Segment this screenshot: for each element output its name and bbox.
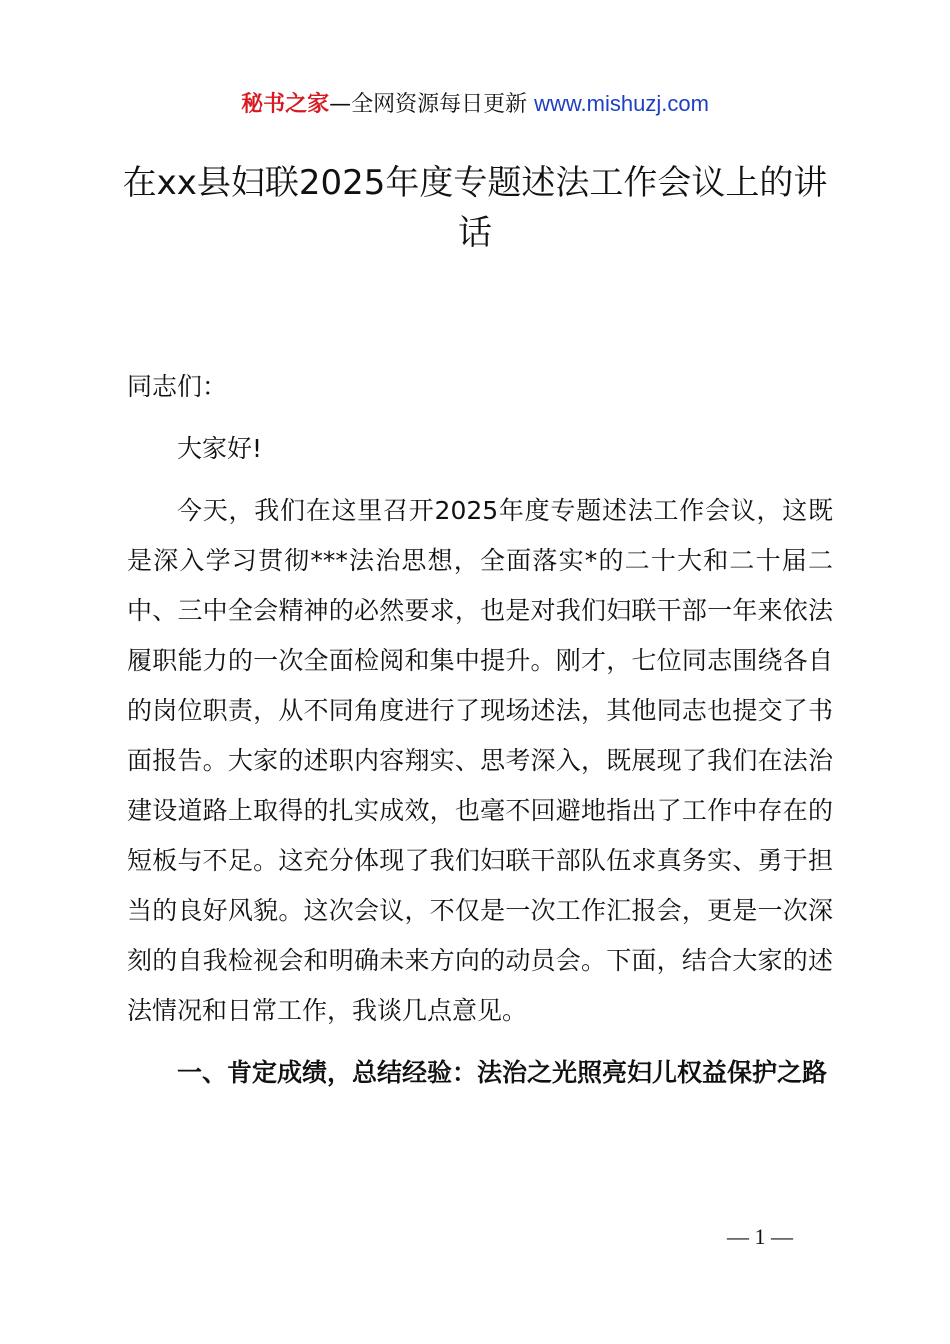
document-title: 在xx县妇联2025年度专题述法工作会议上的讲话 <box>122 163 828 253</box>
body-paragraph: 今天，我们在这里召开2025年度专题述法工作会议，这既是深入学习贯彻***法治思想，全面落实*的二十大和二十届二中、三中全会精神的必然要求，也是对我们妇联干部一年来依法履职能力的一次全面检阅和集中提升。刚才，七位同志围绕各自的岗位职责，从不同角度进行了现场述法，其他同志也提交了书面报告。大家的述职内容翔实、思考深入，既展现了我们在法治建设道路上取得的扎实成效，也毫不回避地指出了工作中存在的短板与不足。这充分体现了我们妇联干部队伍求真务实、勇于担当的良好风貌。这次会议，不仅是一次工作汇报会，更是一次深刻的自我检视会和明确未来方向的动员会。下面，结合大家的述法情况和日常工作，我谈几点意见。 <box>127 496 833 1025</box>
brand-name: 秘书之家 <box>241 92 330 117</box>
document-body <box>127 362 833 1098</box>
salutation: 同志们： <box>127 372 228 401</box>
site-header <box>0 88 950 121</box>
greeting: 大家好! <box>177 434 263 463</box>
section-heading: 一、肯定成绩，总结经验：法治之光照亮妇儿权益保护之路 <box>177 1058 828 1087</box>
site-url-link[interactable]: www.mishuzj.com <box>534 91 709 116</box>
page-number: — 1 — <box>727 1224 793 1249</box>
header-slogan: —全网资源每日更新 <box>329 92 535 117</box>
